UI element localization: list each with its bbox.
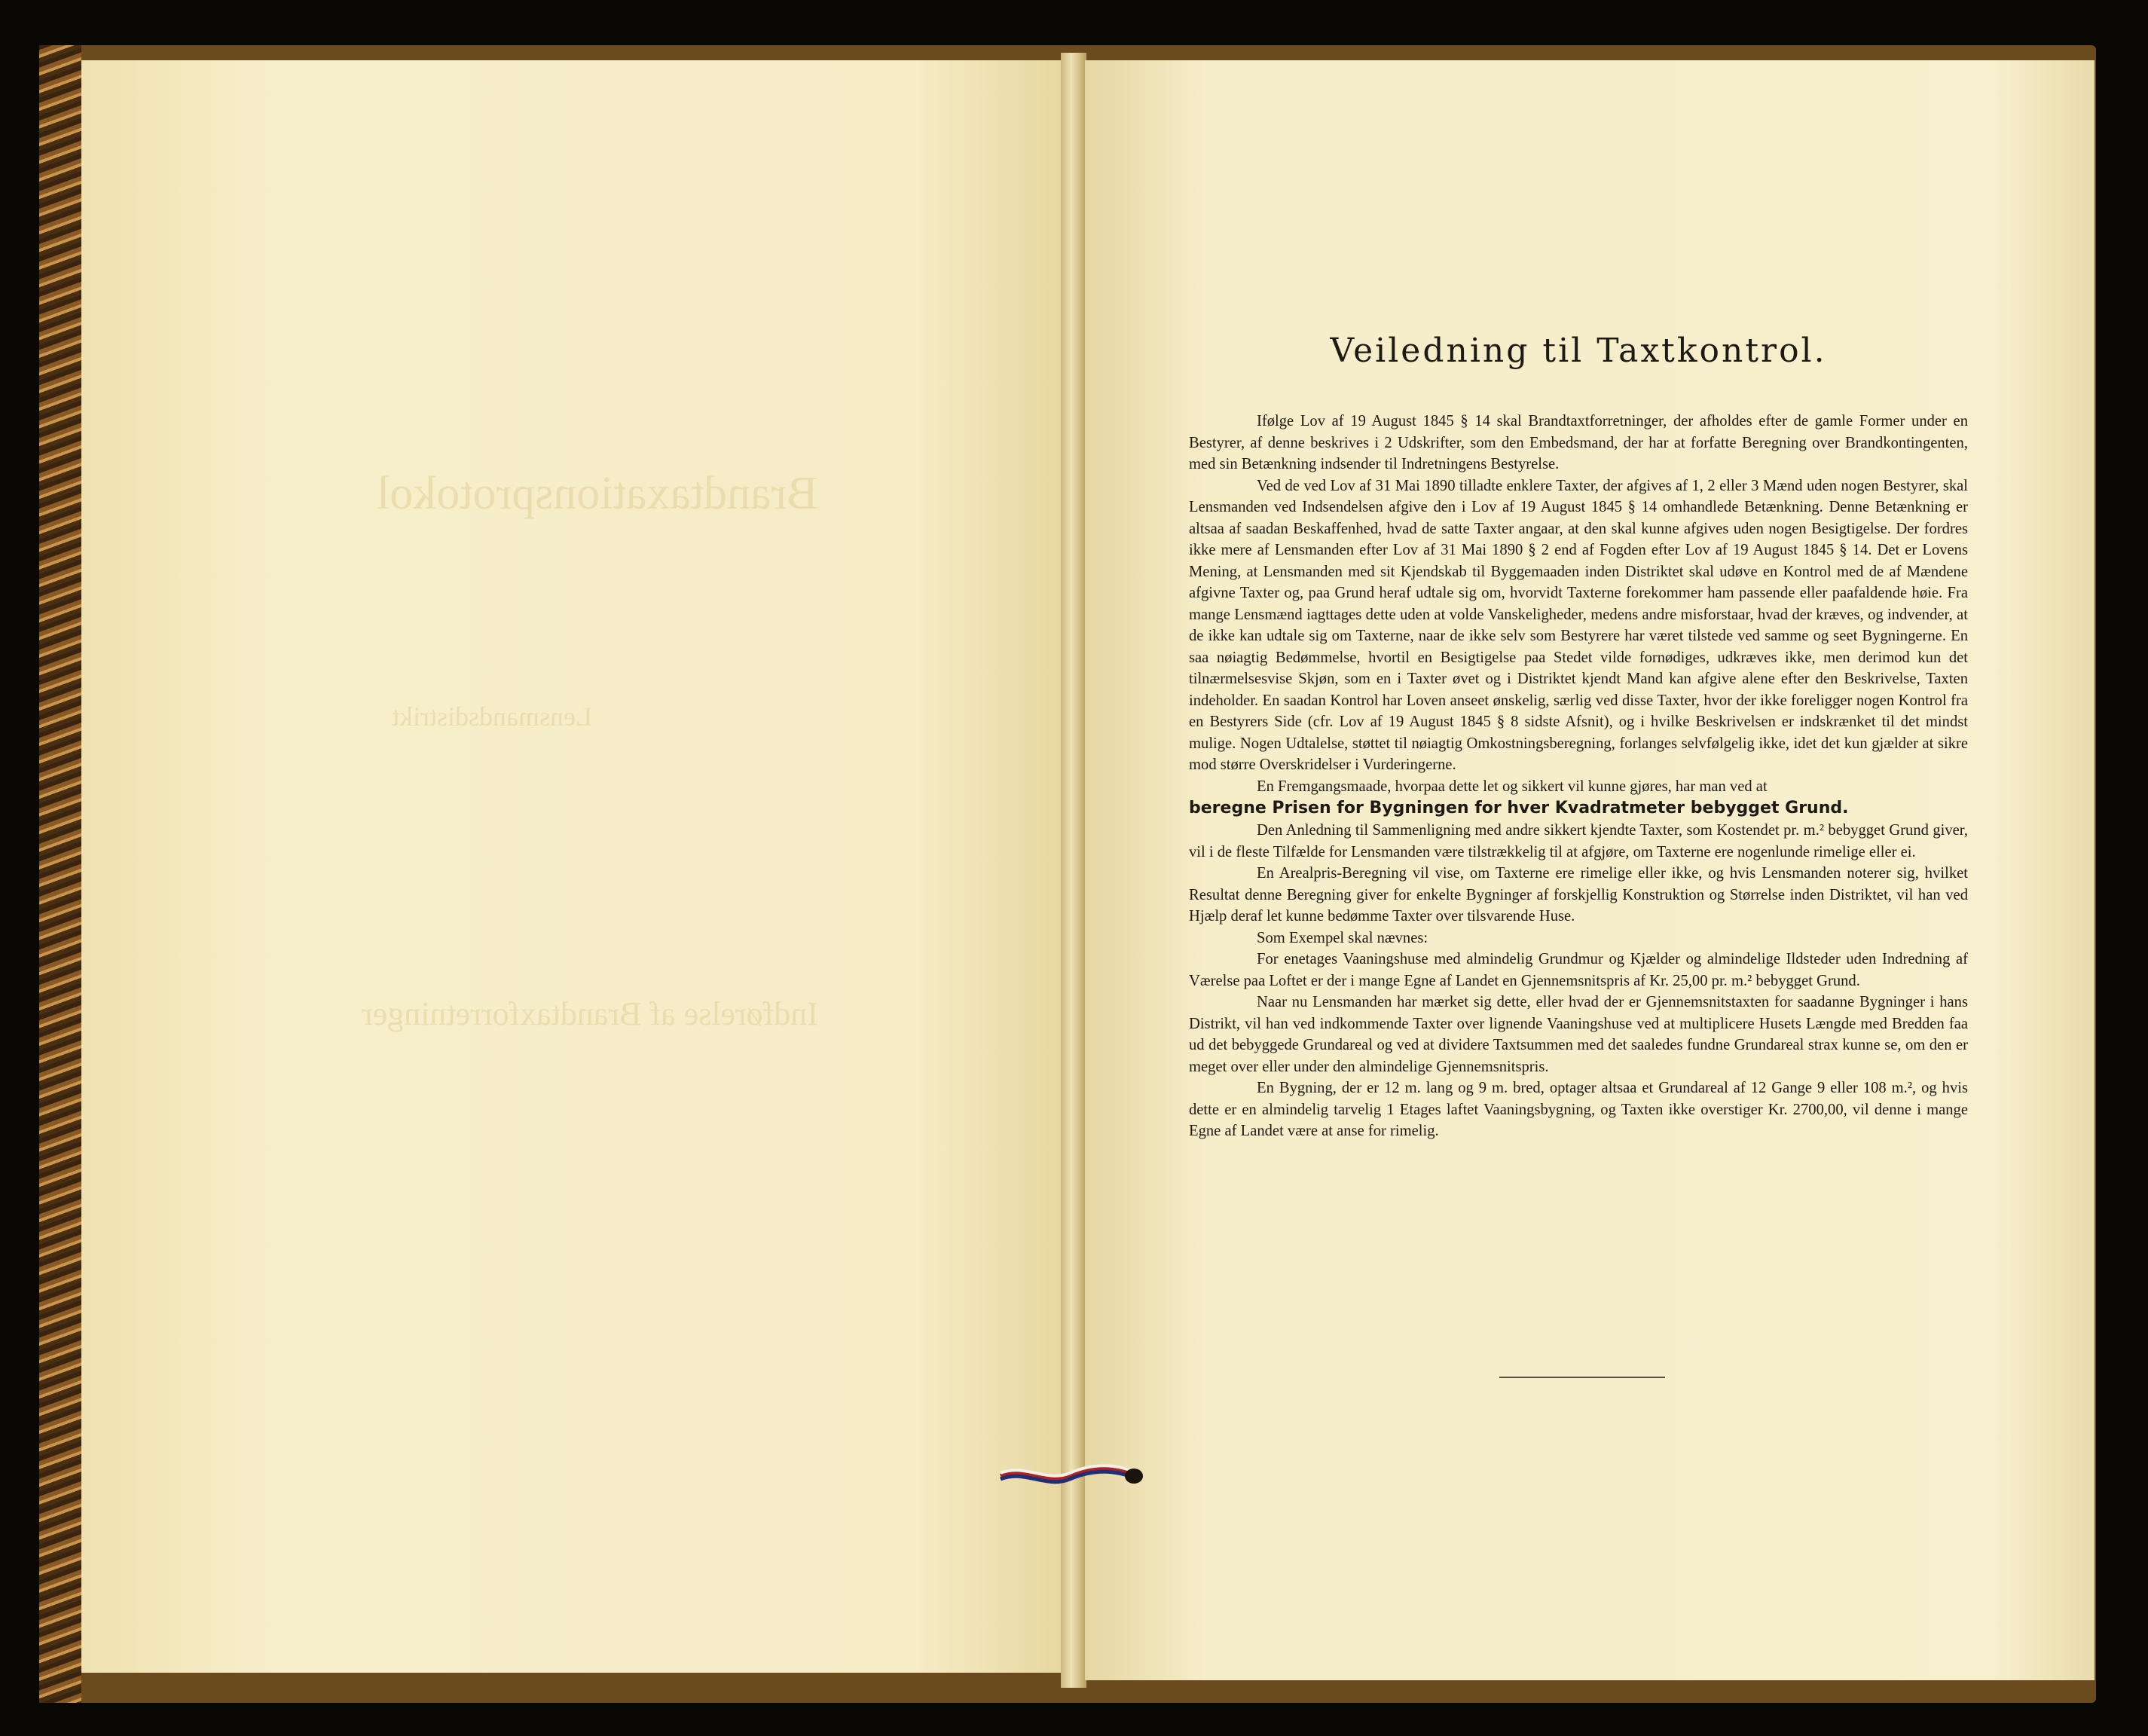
paragraph-3: En Fremgangsmaade, hvorpaa dette let og sikkert vil kunne gjøres, har man ved at	[1257, 778, 1768, 795]
paragraph-2: Ved de ved Lov af 31 Mai 1890 tilladte enklere Taxter, der afgives af 1, 2 eller 3 Mænd uden nogen Bestyrer, skal Lensmanden ved Indsendelsen afgive den i Lov af 19 August 1845 § 14 omhandlede Betænkning. Denne Betænkning er altsaa af saadan Beskaffenhed, hvad de satte Taxter angaar, at den skal kunne afgives uden nogen Besigtigelse. Der fordres ikke mere af Lensmanden efter Lov af 31 Mai 1890 § 2 end af Fogden efter Lov af 19 August 1845 § 14. Det er Lovens Mening, at Lensmanden med sit Kjendskab til Byggemaaden inden Distriktet skal udøve en Kontrol med de af Mændene afgivne Taxter og, paa Grund heraf udtale sig om, hvorvidt Taxterne forekommer ham passende eller paafaldende høie. Fra mange Lensmænd iagttages dette uden at volde Vanskeligheder, medens andre misforstaar, hvad der kræves, og indvender, at de ikke kan udtale sig om Taxterne, naar de ikke selv som Bestyrere har været tilstede ved samme og seet Bygningerne. En saa nøiagtig Bedømmelse, hvortil en Besigtigelse paa Stedet vilde fornødiges, udkræves ikke, men derimod kun det tilnærmelsesvise Skjøn, som en i Taxter øvet og i Distriktet kjendt Mand kan afgive alene efter den Beskrivelse, Taxten indeholder. En saadan Kontrol har Loven anseet ønskelig, særlig ved disse Taxter, hvor der ikke foreligger nogen Kontrol fra en Bestyrers Side (cfr. Lov af 19 August 1845 § 8 sidste Afsnit), og i hvilke Beskrivelsen er indskrænket til det mindst mulige. Nogen Udtalelse, støttet til nøiagtig Omkostningsberegning, forlanges selvfølgelig ikke, idet det kun gjælder at sikre mod større Overskridelser i Vurderingerne.	[1189, 477, 1968, 773]
instructions-text-block	[1189, 332, 1968, 1142]
paragraph-9: En Bygning, der er 12 m. lang og 9 m. bred, optager altsaa et Grundareal af 12 Gange 9 eller 108 m.², og hvis dette er en almindelig tarvelig 1 Etages laftet Vaaningsbygning, og Taxten ikke overstiger Kr. 2700,00, vil denne i mange Egne af Landet være at anse for rimelig.	[1189, 1080, 1968, 1139]
paragraph-1: Ifølge Lov af 19 August 1845 § 14 skal Brandtaxtforretninger, der afholdes efter de gamle Former under en Bestyrer, af denne beskrives i 2 Udskrifter, som den Embedsmand, der har at forfatte Beregning over Brandkontingenten, med sin Betænkning indsender til Indretningens Bestyrelse.	[1189, 413, 1968, 472]
paragraph-6: Som Exempel skal nævnes:	[1257, 929, 1428, 946]
paragraph-4: Den Anledning til Sammenligning med andre sikkert kjendte Taxter, som Kostendet pr. m.² bebygget Grund giver, vil i de fleste Tilfælde for Lensmanden være tilstrækkelig til at afgjøre, om Taxterne ere nogenlunde rimelige eller ei.	[1189, 822, 1968, 860]
paragraph-7: For enetages Vaaningshuse med almindelig Grundmur og Kjælder og almindelige Ildsteder uden Indredning af Værelse paa Loftet er der i mange Egne af Landet en Gjennemsnitspris af Kr. 25,00 pr. m.² bebygget Grund.	[1189, 951, 1968, 989]
marbled-edge	[39, 45, 81, 1703]
bleed-through-text-2: Lensmandsdistrikt	[392, 701, 592, 732]
bleed-through-text-1: Brandtaxationsprotokol	[377, 468, 818, 519]
book-gutter	[1061, 53, 1086, 1688]
paragraph-8: Naar nu Lensmanden har mærket sig dette, eller hvad der er Gjennemsnitstaxten for saadanne Bygninger i hans Distrikt, vil han ved indkommende Taxter over lignende Vaaningshuse ved at multiplicere Husets Længde med Bredden faa ud det bebyggede Grundareal og ved at dividere Taxtsummen med det saaledes fundne Grundareal strax kunne se, om den er meget over eller under den almindelige Gjennemsnitspris.	[1189, 994, 1968, 1075]
binding-string	[995, 1463, 1145, 1489]
bleed-through-text-3: Indførelse af Brandtaxforretninger	[362, 995, 818, 1032]
closing-rule	[1499, 1377, 1665, 1378]
paragraph-5: En Arealpris-Beregning vil vise, om Taxterne ere rimelige eller ikke, og hvis Lensmanden noterer sig, hvilket Resultat denne Beregning giver for enkelte Bygninger af forskjellig Konstruktion og Størrelse inden Distriktet, vil han ved Hjælp deraf let kunne bedømme Taxter over tilsvarende Huse.	[1189, 865, 1968, 925]
left-page	[81, 60, 1062, 1673]
page-title: Veiledning til Taxtkontrol.	[1330, 332, 1827, 370]
bold-rule-line: beregne Prisen for Bygningen for hver Kvadratmeter bebygget Grund.	[1189, 799, 1849, 818]
